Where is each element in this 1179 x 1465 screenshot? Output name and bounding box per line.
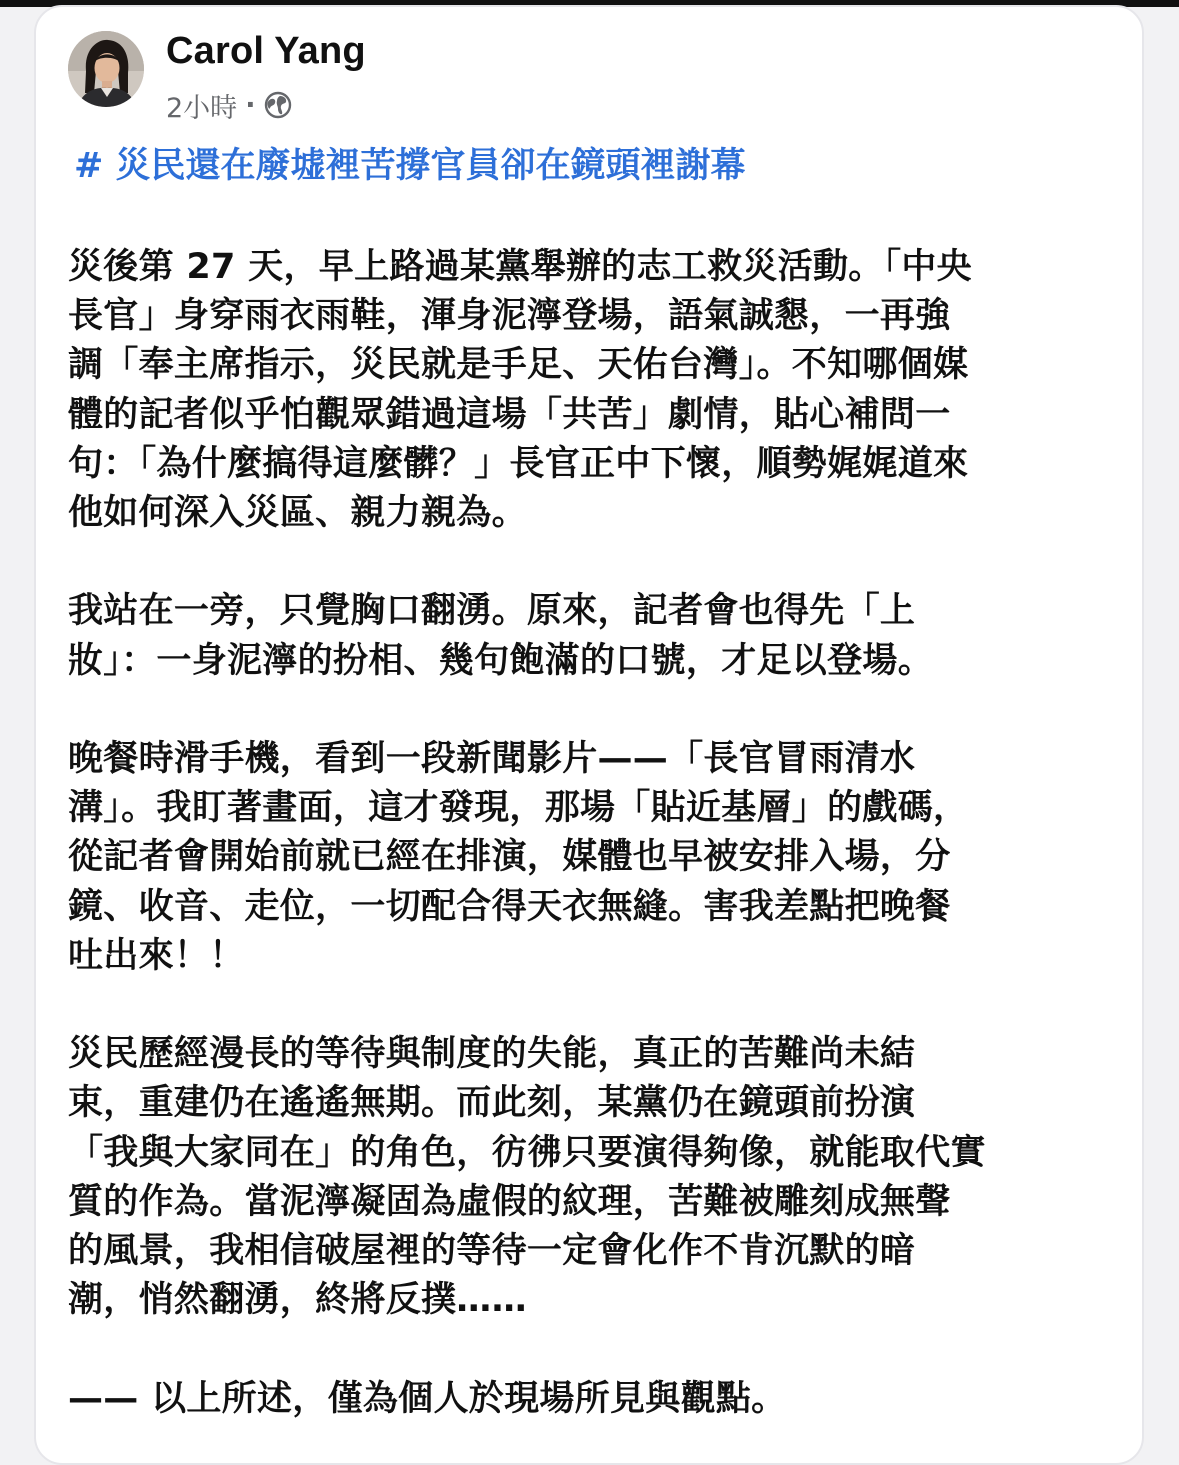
post-card xyxy=(34,5,1144,1465)
post-paragraph-2: 我站在一旁，只覺胸口翻湧。原來，記者會也得先「上 妝」：一身泥濘的扮相、幾句飽滿的口號，才足以登場。 xyxy=(68,591,934,681)
post-paragraph-4: 災民歷經漫長的等待與制度的失能，真正的苦難尚未結 束，重建仍在遙遙無期。而此刻，某黨仍在鏡頭前扮演 「我與大家同在」的角色，彷彿只要演得夠像，就能取代實 質的作為。當泥濘凝固為虛假的紋理，苦難被雕刻成無聲 的風景，我相信破屋裡的等待一定會化作不肯沉默的暗 潮，悄然翻湧，終將反撲…… xyxy=(68,1034,986,1321)
meta-separator: · xyxy=(245,89,256,121)
post-body xyxy=(68,243,1118,1424)
post-paragraph-1: 災後第 27 天，早上路過某黨舉辦的志工救災活動。「中央 長官」身穿雨衣雨鞋，渾身泥濘登場，語氣誠懇，一再強 調「奉主席指示，災民就是手足、天佑台灣」。不知哪個媒 體的記者似乎怕觀眾錯過這場「共苦」劇情，貼心補問一 句：「為什麼搞得這麼髒？」長官正中下懷，順勢娓娓道來 他如何深入災區、親力親為。 xyxy=(68,247,972,534)
post-hashtag[interactable]: # 災民還在廢墟裡苦撐官員卻在鏡頭裡謝幕 xyxy=(74,146,746,186)
author-name[interactable]: Carol Yang xyxy=(166,30,366,72)
post-meta xyxy=(166,85,293,125)
post-paragraph-3: 晚餐時滑手機，看到一段新聞影片——「長官冒雨清水 溝」。我盯著畫面，這才發現，那場「貼近基層」的戲碼， 從記者會開始前就已經在排演，媒體也早被安排入場，分 鏡、收音、走位，一切配合得天衣無縫。害我差點把晚餐 吐出來！！ xyxy=(68,739,969,976)
post-time[interactable]: 2小時 xyxy=(166,92,238,124)
avatar-photo-icon xyxy=(68,31,144,107)
globe-icon[interactable] xyxy=(263,90,293,120)
post-paragraph-5: —— 以上所述，僅為個人於現場所見與觀點。 xyxy=(68,1378,787,1419)
avatar[interactable] xyxy=(68,31,144,107)
